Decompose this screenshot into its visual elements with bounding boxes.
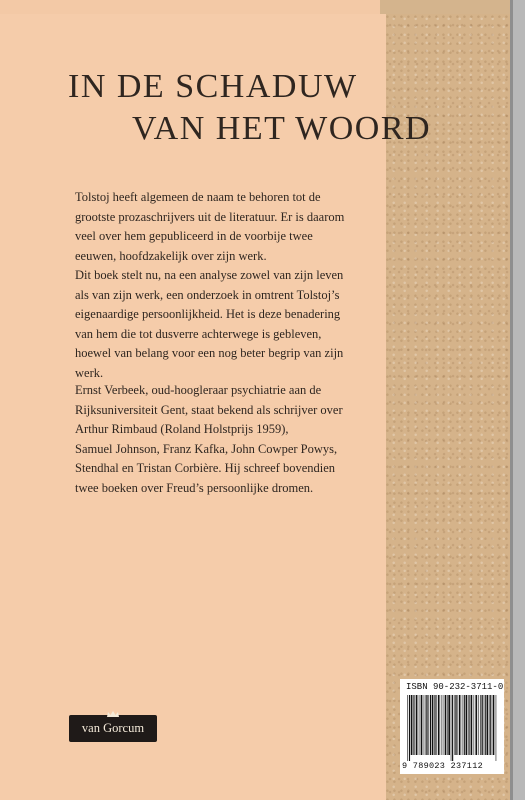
description-line: als van zijn werk, een onderzoek in omtrent Tolstoj’s [75, 287, 340, 302]
publisher-name: van Gorcum [81, 721, 145, 735]
author-bio [75, 381, 385, 498]
description-line: hoewel van belang voor een nog beter begrip van zijn [75, 346, 344, 360]
description-line: eigenaardige persoonlijkheid. Het is deze benadering [75, 307, 341, 321]
bio-line: Samuel Johnson, Franz Kafka, John Cowper Powys, [75, 441, 338, 456]
isbn-number: ISBN 90-232-3711-0 [406, 682, 504, 692]
barcode-label [400, 679, 504, 774]
description-line: eeuwen, hoofdzakelijk over zijn werk. [75, 248, 267, 263]
bio-line: Arthur Rimbaud (Roland Holstprijs 1959), [75, 422, 289, 436]
book-title [68, 66, 431, 150]
description-line: van hem die tot dusverre achterwege is gebleven, [75, 326, 322, 341]
top-edge [0, 0, 525, 14]
ean-digits: 9 789023 237112 [402, 761, 484, 771]
description-line: werk. [75, 365, 104, 380]
publisher-logo [69, 715, 157, 742]
bio-line: Rijksuniversiteit Gent, staat bekend als schrijver over [75, 402, 343, 417]
bio-line: twee boeken over Freud’s persoonlijke dromen. [75, 480, 314, 495]
description-line: veel over hem gepubliceerd in de voorbije twee [75, 229, 313, 243]
barcode-bars [406, 695, 498, 761]
top-edge-kraft [380, 0, 510, 14]
bio-line: Stendhal en Tristan Corbière. Hij schreef bovendien [75, 461, 336, 475]
title-line-1: IN DE SCHADUW [68, 68, 358, 105]
description-line: Tolstoj heeft algemeen de naam te behoren tot de [75, 190, 321, 204]
book-description [75, 188, 385, 383]
bio-line: Ernst Verbeek, oud-hoogleraar psychiatrie aan de [75, 383, 322, 397]
description-line: grootste prozaschrijvers uit de literatuur. Er is daarom [75, 209, 345, 224]
page-edge [510, 0, 525, 800]
description-line: Dit boek stelt nu, na een analyse zowel van zijn leven [75, 268, 344, 282]
title-line-2: VAN HET WOORD [132, 110, 432, 147]
crown-icon [106, 710, 120, 718]
